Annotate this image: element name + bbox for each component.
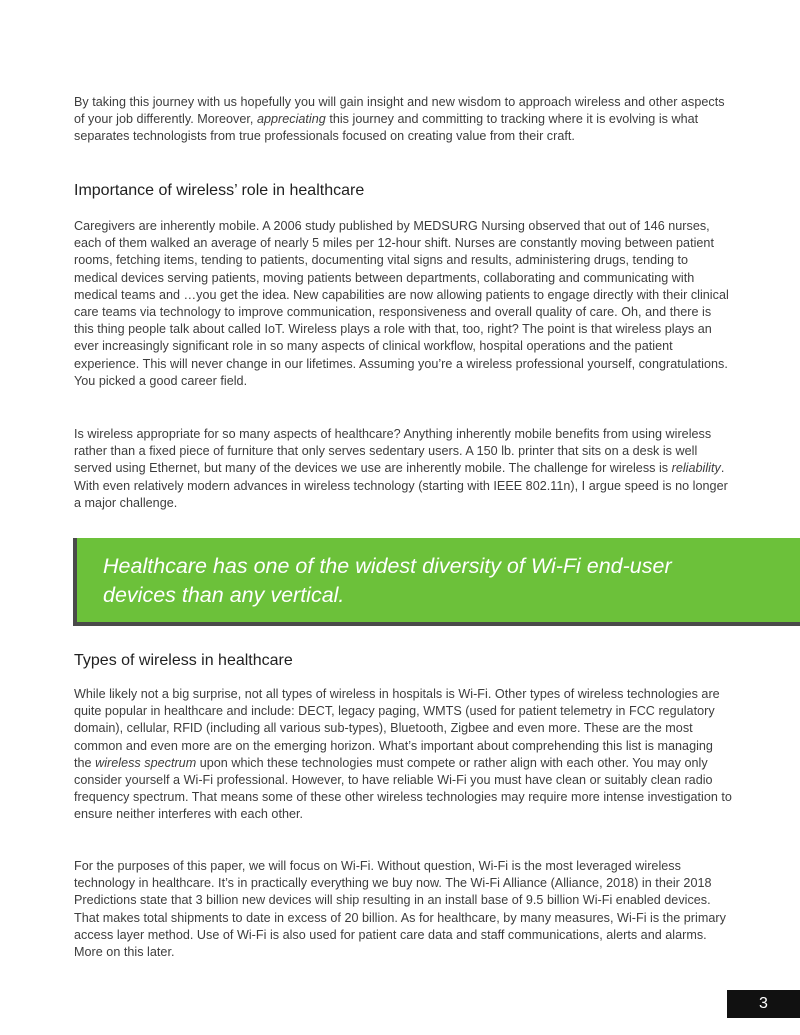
pull-quote-callout (73, 538, 800, 626)
types-paragraph-2: For the purposes of this paper, we will focus on Wi-Fi. Without question, Wi-Fi is the most leveraged wireless technology in healthcare. It’s in practically everything we buy now. The Wi-Fi Alliance (Alliance, 2018) in their 2018 Predictions state that 3 billion new devices will ship resulting in an install base of 9.5 billion Wi-Fi enabled devices. That makes total shipments to date in excess of 20 billion. As for healthcare, by many measures, Wi-Fi is the primary access layer method. Use of Wi-Fi is also used for patient care data and staff communications, alerts and alarms. More on this later. (74, 859, 726, 960)
intro-paragraph (74, 94, 734, 146)
intro-text-2: this journey and committing to tracking where it is evolving is what separates technologists from true professionals focused on creating value from their craft. (74, 112, 699, 144)
pull-quote-text: Healthcare has one of the widest diversity of Wi-Fi end-user devices than any vertical. (103, 554, 672, 607)
intro-text-1: By taking this journey with us hopefully you will gain insight and new wisdom to approach wireless and other aspects of your job differently. Moreover, (74, 95, 725, 127)
heading-importance: Importance of wireless’ role in healthcare (74, 182, 365, 199)
importance-p2-text-2: . With even relatively modern advances in wireless technology (starting with IEEE 802.11n), I argue speed is no longer a major challenge. (74, 461, 728, 510)
importance-paragraph-2 (74, 426, 734, 512)
types-p1-emphasis: wireless spectrum (95, 755, 197, 770)
importance-paragraph-1: Caregivers are inherently mobile. A 2006 study published by MEDSURG Nursing observed that out of 146 nurses, each of them walked an average of nearly 5 miles per 12-hour shift. Nurses are constantly moving between patient rooms, fetching items, tending to patients, documenting vital signs and results, administering drugs, tending to medical devices serving patients, moving patients between departments, collaborating and communicating with medical teams and …you get the idea. New capabilities are now allowing patients to engage directly with their clinical care teams via technology to improve communication, responsiveness and overall quality of care. Oh, and there is this thing people talk about called IoT. Wireless plays a role with that, too, right? The point is that wireless plays an ever increasingly significant role in so many aspects of clinical workflow, hospital operations and the patient experience. This will never change in our lifetimes. Assuming you’re a wireless professional yourself, congratulations. You picked a good career field. (74, 219, 729, 388)
types-paragraph-1 (74, 686, 734, 824)
heading-types: Types of wireless in healthcare (74, 652, 293, 669)
importance-p2-text-1: Is wireless appropriate for so many aspects of healthcare? Anything inherently mobile benefits from using wireless rather than a fixed piece of furniture that only serves sedentary users. A 150 lb. printer that sits on a desk is well served using Ethernet, but many of the devices we use are inherently mobile. The challenge for wireless is (74, 427, 712, 476)
types-p1-text-1: While likely not a big surprise, not all types of wireless in hospitals is Wi-Fi. Other types of wireless technologies are quite popular in healthcare and include: DECT, legacy paging, WMTS (used for patient telemetry in FCC regulatory domain), cellular, RFID (including all various sub-types), Bluetooth, Zigbee and even more. These are the most common and even more are on the emerging horizon. What’s important about comprehending this list is managing the (74, 687, 720, 770)
intro-emphasis: appreciating (256, 112, 326, 127)
page-number-badge: 3 (727, 990, 800, 1018)
importance-p2-emphasis: reliability (671, 461, 721, 476)
types-p1-text-2: upon which these technologies must compete or rather align with each other. You may only consider yourself a Wi-Fi professional. However, to have reliable Wi-Fi you must have clean or suitably clean radio frequency spectrum. That means some of these other wireless technologies may require more intense investigation to ensure neither interferes with each other. (74, 755, 732, 822)
